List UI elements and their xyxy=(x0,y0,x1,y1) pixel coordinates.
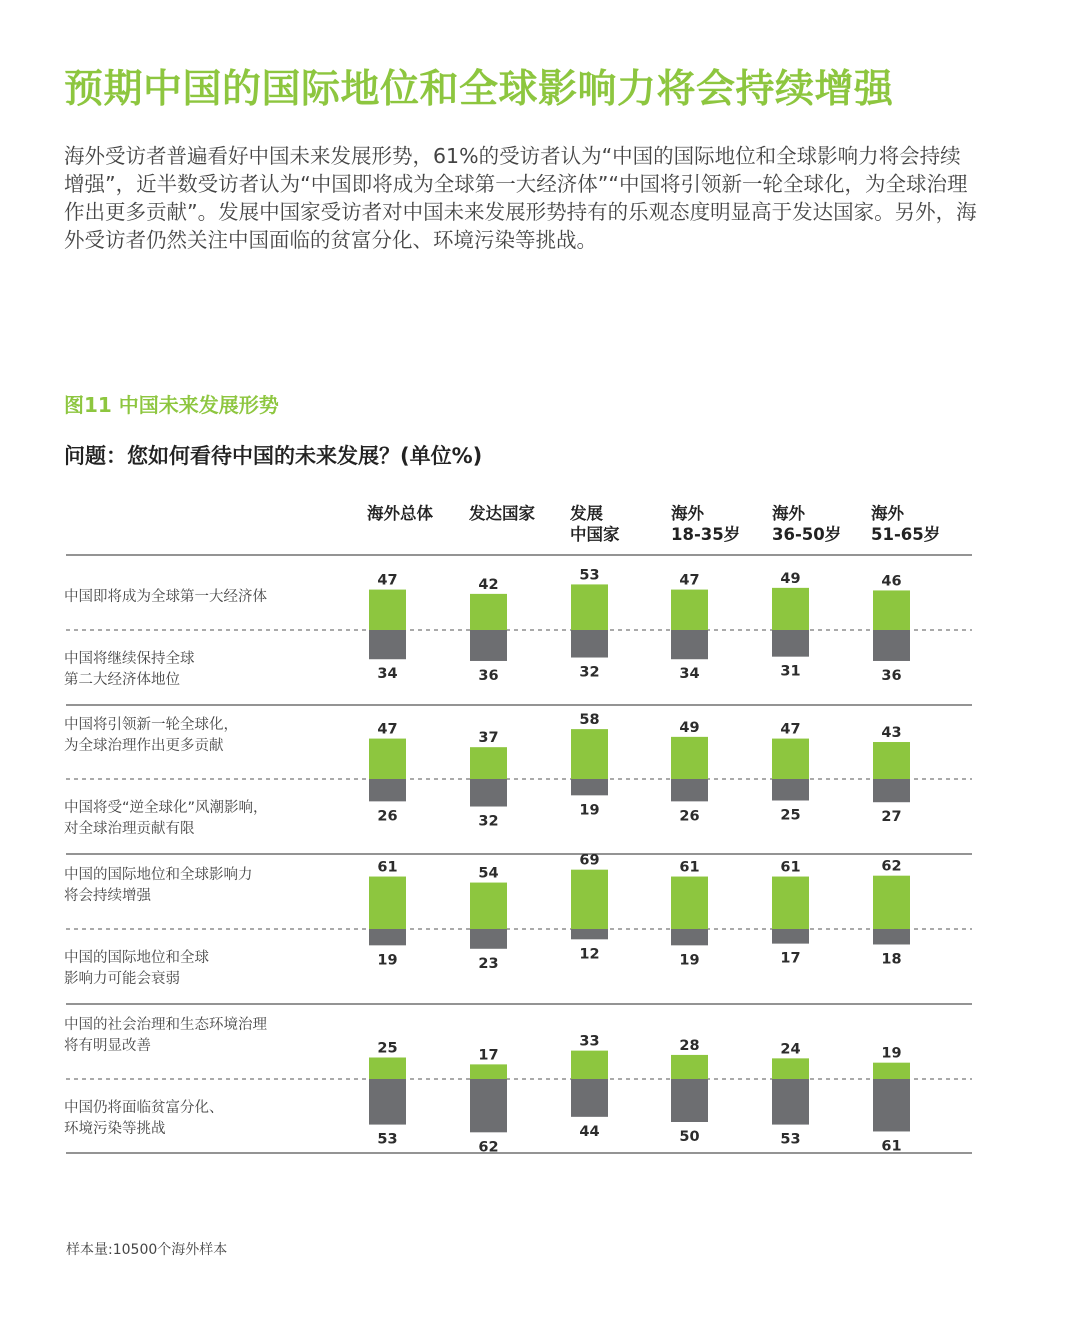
positive-value-label: 49 xyxy=(780,570,801,587)
column-header: 发达国家 xyxy=(469,504,535,523)
positive-bar xyxy=(369,1058,406,1080)
negative-row-label: 中国将受“逆全球化”风潮影响， 对全球治理贡献有限 xyxy=(64,800,268,837)
positive-bar xyxy=(873,590,910,630)
negative-value-label: 26 xyxy=(679,808,700,825)
negative-value-label: 31 xyxy=(780,663,801,680)
positive-bar xyxy=(369,590,406,630)
negative-bar xyxy=(369,779,406,801)
negative-value-label: 32 xyxy=(478,813,499,830)
positive-bar xyxy=(772,877,809,929)
positive-row-label: 中国的国际地位和全球影响力 将会持续增强 xyxy=(64,867,253,904)
positive-row-label: 中国将引领新一轮全球化， 为全球治理作出更多贡献 xyxy=(64,717,238,754)
positive-bar xyxy=(369,877,406,929)
negative-bar xyxy=(772,1079,809,1125)
negative-bar xyxy=(369,929,406,945)
negative-value-label: 36 xyxy=(478,667,499,684)
positive-bar xyxy=(873,1063,910,1079)
negative-value-label: 62 xyxy=(478,1139,499,1156)
positive-bar xyxy=(470,1064,507,1079)
intro-paragraph: 海外受访者普遍看好中国未来发展形势，61%的受访者认为“中国的国际地位和全球影响力将会持续增强”，近半数受访者认为“中国即将成为全球第一大经济体”“中国将引领新一轮全球化，为全球治理作出更多贡献”。发展中国家受访者对中国未来发展形势持有的乐观态度明显高于发达国家。另外，海外受访者仍然关注中国面临的贫富分化、环境污染等挑战。 xyxy=(64,144,977,252)
negative-row-label: 中国的国际地位和全球 影响力可能会衰弱 xyxy=(64,950,209,987)
negative-bar xyxy=(470,929,507,949)
positive-value-label: 61 xyxy=(377,859,398,876)
positive-bar xyxy=(671,1055,708,1079)
positive-value-label: 47 xyxy=(377,721,398,738)
negative-value-label: 61 xyxy=(881,1138,902,1155)
positive-bar xyxy=(772,588,809,630)
positive-bar xyxy=(671,737,708,779)
figure-title: 图11 中国未来发展形势 xyxy=(64,393,279,417)
negative-value-label: 27 xyxy=(881,809,902,826)
positive-value-label: 61 xyxy=(679,859,700,876)
negative-bar xyxy=(571,630,608,658)
positive-value-label: 69 xyxy=(579,852,600,869)
positive-value-label: 42 xyxy=(478,576,499,593)
positive-bar xyxy=(671,877,708,929)
column-header: 海外总体 xyxy=(367,504,433,523)
negative-value-label: 25 xyxy=(780,807,801,824)
negative-bar xyxy=(671,1079,708,1122)
negative-bar xyxy=(369,1079,406,1125)
positive-bar xyxy=(470,747,507,779)
negative-value-label: 19 xyxy=(579,802,600,819)
negative-bar xyxy=(470,630,507,661)
negative-bar xyxy=(772,779,809,801)
negative-bar xyxy=(873,779,910,802)
positive-value-label: 47 xyxy=(679,572,700,589)
negative-row-label: 中国将继续保持全球 第二大经济体地位 xyxy=(64,651,195,688)
positive-bar xyxy=(571,729,608,779)
survey-question: 问题：您如何看待中国的未来发展？(单位%) xyxy=(64,444,483,468)
negative-bar xyxy=(671,630,708,659)
positive-value-label: 37 xyxy=(478,730,499,747)
positive-bar xyxy=(369,739,406,779)
negative-bar xyxy=(571,1079,608,1117)
negative-bar xyxy=(873,1079,910,1131)
positive-value-label: 19 xyxy=(881,1045,902,1062)
column-header: 海外 51-65岁 xyxy=(871,504,941,544)
negative-bar xyxy=(671,929,708,945)
negative-bar xyxy=(873,630,910,661)
positive-bar xyxy=(772,1058,809,1079)
positive-bar xyxy=(671,590,708,630)
positive-value-label: 47 xyxy=(377,572,398,589)
positive-value-label: 58 xyxy=(579,712,600,729)
negative-value-label: 26 xyxy=(377,808,398,825)
positive-bar xyxy=(571,1051,608,1079)
negative-value-label: 34 xyxy=(377,666,398,683)
column-header: 发展 中国家 xyxy=(570,504,620,544)
positive-value-label: 28 xyxy=(679,1037,700,1054)
positive-value-label: 62 xyxy=(881,858,902,875)
positive-value-label: 24 xyxy=(780,1041,801,1058)
positive-row-label: 中国即将成为全球第一大经济体 xyxy=(64,589,267,605)
negative-value-label: 19 xyxy=(679,952,700,969)
positive-bar xyxy=(772,739,809,779)
positive-row-label: 中国的社会治理和生态环境治理 将有明显改善 xyxy=(64,1017,267,1054)
positive-value-label: 49 xyxy=(679,719,700,736)
negative-bar xyxy=(772,929,809,944)
positive-value-label: 33 xyxy=(579,1033,600,1050)
negative-value-label: 23 xyxy=(478,955,499,972)
negative-bar xyxy=(671,779,708,801)
negative-value-label: 19 xyxy=(377,952,398,969)
negative-value-label: 53 xyxy=(780,1131,801,1148)
positive-value-label: 17 xyxy=(478,1047,499,1064)
positive-bar xyxy=(873,742,910,779)
negative-bar xyxy=(571,779,608,795)
page-title: 预期中国的国际地位和全球影响力将会持续增强 xyxy=(64,67,894,112)
negative-value-label: 44 xyxy=(579,1123,600,1140)
positive-bar xyxy=(873,876,910,929)
positive-value-label: 61 xyxy=(780,859,801,876)
negative-value-label: 12 xyxy=(579,946,600,963)
positive-value-label: 54 xyxy=(478,865,499,882)
positive-value-label: 43 xyxy=(881,725,902,742)
negative-value-label: 17 xyxy=(780,950,801,967)
negative-value-label: 50 xyxy=(679,1129,700,1145)
negative-value-label: 36 xyxy=(881,667,902,684)
positive-bar xyxy=(571,870,608,929)
positive-bar xyxy=(470,594,507,630)
column-header: 海外 18-35岁 xyxy=(671,504,741,544)
negative-bar xyxy=(470,1079,507,1132)
negative-bar xyxy=(369,630,406,659)
column-header: 海外 36-50岁 xyxy=(772,504,842,544)
negative-bar xyxy=(772,630,809,657)
positive-value-label: 53 xyxy=(579,567,600,584)
negative-value-label: 18 xyxy=(881,951,902,968)
positive-bar xyxy=(470,883,507,929)
negative-value-label: 34 xyxy=(679,666,700,683)
negative-bar xyxy=(470,779,507,807)
negative-bar xyxy=(571,929,608,939)
positive-value-label: 47 xyxy=(780,721,801,738)
footnote: 样本量:10500个海外样本 xyxy=(66,1242,228,1258)
negative-row-label: 中国仍将面临贫富分化、 环境污染等挑战 xyxy=(64,1100,224,1137)
negative-value-label: 53 xyxy=(377,1131,398,1148)
positive-value-label: 25 xyxy=(377,1040,398,1057)
positive-value-label: 46 xyxy=(881,573,902,590)
positive-bar xyxy=(571,584,608,630)
negative-value-label: 32 xyxy=(579,664,600,681)
negative-bar xyxy=(873,929,910,944)
